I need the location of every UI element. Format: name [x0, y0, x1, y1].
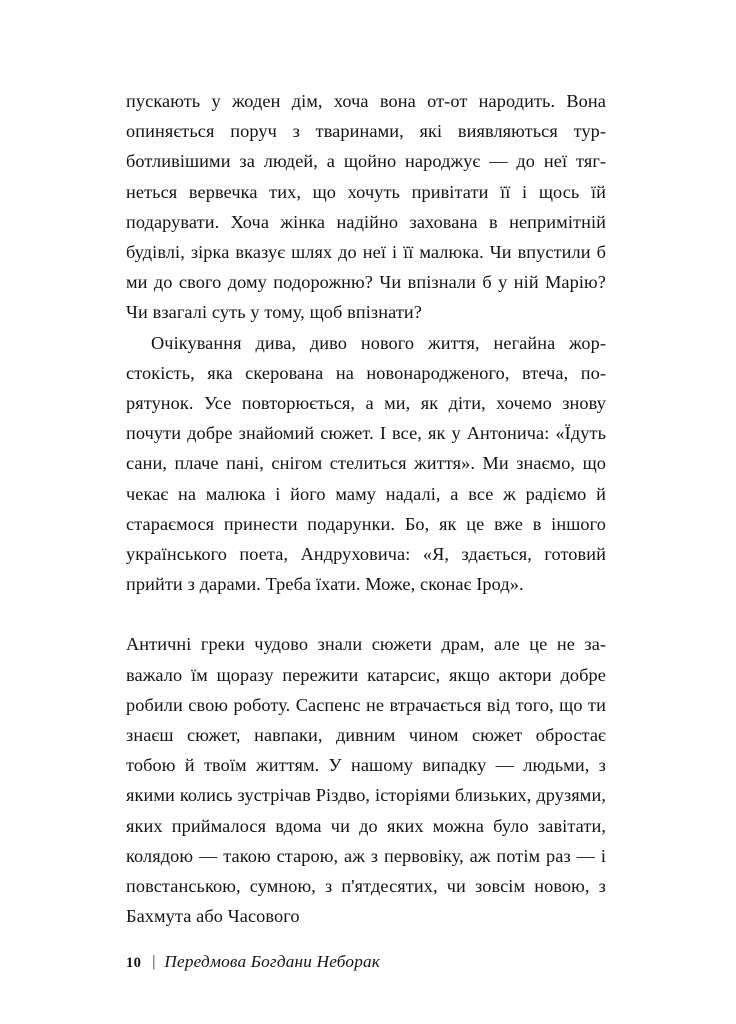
- running-head: Передмова Богдани Неборак: [164, 952, 381, 971]
- page-number: 10: [126, 955, 142, 971]
- paragraph-miracle: Очікування дива, диво нового життя, негайна жорстокість, яка скерована на новонародженого, втеча, порятунок. Усе повторюється, а ми, як діти, хочемо знову почути добре знайомий сюжет. І все, як у Антонича: «Їдуть сани, плаче пані, снігом стелиться життя». Ми знаємо, що чекає на малюка і його маму надалі, а все ж радіємо й стараємося принести подарунки. Бо, як це вже в іншого українського поета, Андруховича: «Я, здається, готовий прийти з дарами. Треба їхати. Може, сконає Ірод».: [126, 332, 606, 595]
- footer-separator: |: [152, 953, 156, 970]
- body-text-block: [126, 86, 606, 931]
- paragraph-continued: пускають у жоден дім, хоча вона от-от народить. Вона опиняється поруч з тваринами, які виявляються турботливішими за людей, а щойно народжує — до неї тягнеться вервечка тих, що хочуть привітати її і щось їй подарувати. Хоча жінка надійно захована в непримітній будівлі, зірка вказує шлях до неї і її малюка. Чи впустили б ми до свого дому подорожню? Чи впізнали б у ній Марію? Чи взагалі суть у тому, щоб впізнати?: [126, 91, 606, 323]
- page-footer: [126, 952, 380, 972]
- paragraph-greeks: Античні греки чудово знали сюжети драм, але це не заважало їм щоразу пережити катарсис, якщо актори добре робили свою роботу. Саспенс не втрачається від того, що ти знаєш сюжет, навпаки, дивним чином сюжет обростає тобою й твоїм життям. У нашому випадку — людьми, з якими колись зустрічав Різдво, історіями близьких, друзями, яких приймалося вдома чи до яких можна було завітати, колядою — такою старою, аж з первовіку, аж потім раз — і повстанською, сумною, з п'ятдесятих, чи зовсім новою, з Бахмута або Часового: [126, 634, 606, 927]
